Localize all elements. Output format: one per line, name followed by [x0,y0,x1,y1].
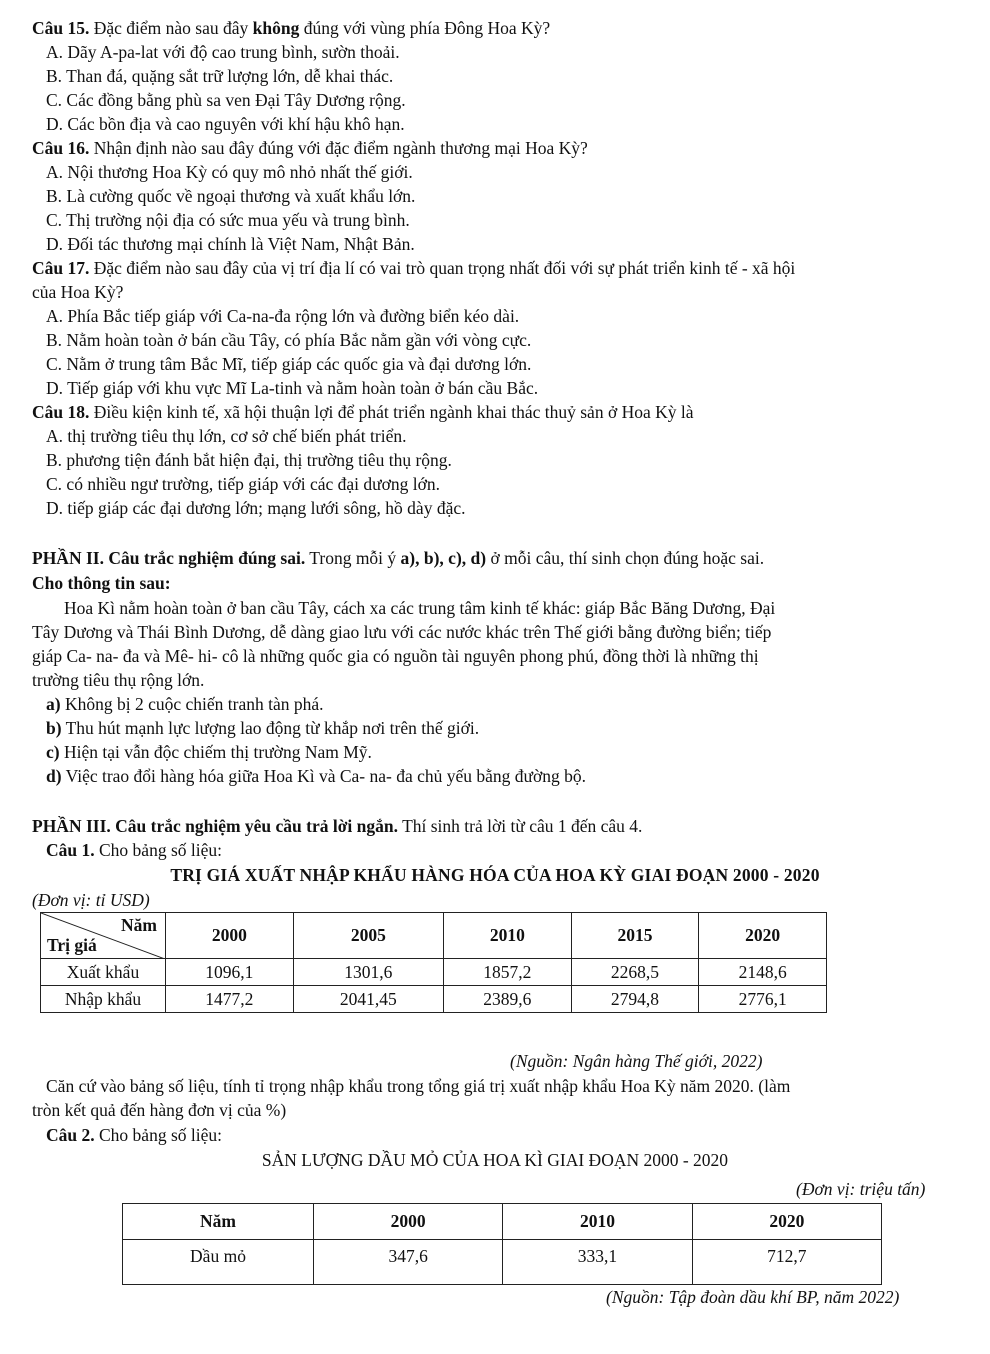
option-a: A. Phía Bắc tiếp giáp với Ca-na-đa rộng lớn và đường biển kéo dài. [46,306,520,326]
statement-c [46,741,372,763]
question-18-stem [32,401,694,423]
row-label: Xuất khẩu [41,959,166,986]
question-17-stem-cont: của Hoa Kỳ? [32,282,124,302]
year-header: 2010 [444,913,572,959]
option-a: A. Dãy A-pa-lat với độ cao trung bình, sườn thoải. [46,42,400,62]
question-number: Câu 15. [32,18,90,38]
table-cell: 1477,2 [166,986,294,1013]
statement-label: b) [46,718,62,738]
part-instructions: ở mỗi câu, thí sinh chọn đúng hoặc sai. [486,548,765,568]
question-number: Câu 17. [32,258,90,278]
question-number: Câu 18. [32,402,90,422]
table-2-unit: (Đơn vị: triệu tấn) [796,1179,926,1199]
part-2-heading [32,547,764,569]
option-d: D. tiếp giáp các đại dương lớn; mạng lưới sông, hồ dày đặc. [46,498,466,518]
option-c: C. có nhiều ngư trường, tiếp giáp với các đại dương lớn. [46,474,441,494]
question-text: Điều kiện kinh tế, xã hội thuận lợi để phát triển ngành khai thác thuỷ sản ở Hoa Kỳ là [89,402,694,422]
question-2-stem [46,1124,222,1146]
header-cell: Năm [123,1204,314,1240]
table-1-source: (Nguồn: Ngân hàng Thế giới, 2022) [510,1051,763,1071]
table-cell: 2041,45 [293,986,443,1013]
table-cell: 712,7 [692,1240,881,1285]
option-c: C. Thị trường nội địa có sức mua yếu và trung bình. [46,210,410,230]
row-label: Dầu mỏ [123,1240,314,1285]
option-c: C. Các đồng bằng phù sa ven Đại Tây Dương rộng. [46,90,406,110]
statement-text: Thu hút mạnh lực lượng lao động từ khắp nơi trên thế giới. [61,718,480,738]
question-emphasis: không [252,18,300,38]
statement-text: Hiện tại vẫn độc chiếm thị trường Nam Mỹ. [59,742,372,762]
question-15-stem [32,17,550,39]
statement-text: Việc trao đổi hàng hóa giữa Hoa Kì và Ca- na- đa chủ yếu bằng đường bộ. [61,766,587,786]
table-cell: 347,6 [314,1240,503,1285]
question-17-stem [32,257,795,279]
statement-label: c) [46,742,60,762]
table-cell: 1857,2 [444,959,572,986]
header-year-label: Năm [121,915,157,935]
table-row [41,959,827,986]
year-header: 2000 [314,1204,503,1240]
statement-d [46,765,586,787]
year-header: 2000 [166,913,294,959]
part-title: PHẦN II. Câu trắc nghiệm đúng sai. [32,548,306,568]
table-cell: 1096,1 [166,959,294,986]
year-header: 2015 [571,913,699,959]
trade-value-table [40,912,827,1013]
table-cell: 2794,8 [571,986,699,1013]
question-number: Câu 2. [46,1125,95,1145]
option-b: B. Nằm hoàn toàn ở bán cầu Tây, có phía Bắc nằm gần với vòng cực. [46,330,532,350]
part-instructions: Thí sinh trả lời từ câu 1 đến câu 4. [398,816,643,836]
option-d: D. Tiếp giáp với khu vực Mĩ La-tinh và nằm hoàn toàn ở bán cầu Bắc. [46,378,539,398]
option-b: B. phương tiện đánh bắt hiện đại, thị trường tiêu thụ rộng. [46,450,452,470]
table-2-title: SẢN LƯỢNG DẦU MỎ CỦA HOA KÌ GIAI ĐOẠN 2000 - 2020 [261,1150,729,1170]
statement-b [46,717,479,739]
statement-label: a) [46,694,61,714]
diagonal-header-cell [41,913,166,959]
info-paragraph: Hoa Kì nằm hoàn toàn ở ban cầu Tây, cách xa các trung tâm kinh tế khác: giáp Bắc Băng Dương, Đại [64,598,776,618]
table-header-row [123,1204,882,1240]
question-text: Cho bảng số liệu: [94,840,222,860]
question-text: Cho bảng số liệu: [94,1125,222,1145]
year-header: 2020 [692,1204,881,1240]
table-1-unit: (Đơn vị: tỉ USD) [32,890,150,910]
question-1-ask-cont: tròn kết quả đến hàng đơn vị của %) [32,1100,287,1120]
table-cell: 2389,6 [444,986,572,1013]
table-cell: 2148,6 [699,959,827,986]
part-title: PHẦN III. Câu trắc nghiệm yêu cầu trả lời ngắn. [32,816,399,836]
question-16-stem [32,137,588,159]
year-header: 2020 [699,913,827,959]
statement-text: Không bị 2 cuộc chiến tranh tàn phá. [60,694,324,714]
oil-output-table [122,1203,882,1285]
year-header: 2010 [503,1204,692,1240]
question-1-stem [46,839,222,861]
question-text: Đặc điểm nào sau đây [89,18,253,38]
info-label: Cho thông tin sau: [32,573,171,593]
question-text: Đặc điểm nào sau đây của vị trí địa lí có vai trò quan trọng nhất đối với sự phát triển kinh tế - xã hội [89,258,796,278]
table-cell: 333,1 [503,1240,692,1285]
option-b: B. Là cường quốc về ngoại thương và xuất khẩu lớn. [46,186,416,206]
statement-label: d) [46,766,62,786]
table-row [123,1240,882,1285]
statement-a [46,693,324,715]
part-3-heading [32,815,642,837]
table-cell: 1301,6 [293,959,443,986]
row-label: Nhập khẩu [41,986,166,1013]
question-number: Câu 1. [46,840,95,860]
table-cell: 2776,1 [699,986,827,1013]
year-header: 2005 [293,913,443,959]
table-1-title: TRỊ GIÁ XUẤT NHẬP KHẨU HÀNG HÓA CỦA HOA KỲ GIAI ĐOẠN 2000 - 2020 [170,865,820,885]
question-text: đúng với vùng phía Đông Hoa Kỳ? [299,18,551,38]
table-2-source: (Nguồn: Tập đoàn dầu khí BP, năm 2022) [606,1287,900,1307]
part-options: a), b), c), d) [400,548,487,568]
info-paragraph: Tây Dương và Thái Bình Dương, dễ dàng giao lưu với các nước khác trên Thế giới bằng đường biển; tiếp [32,622,772,642]
question-text: Nhận định nào sau đây đúng với đặc điểm ngành thương mại Hoa Kỳ? [89,138,588,158]
question-1-ask: Căn cứ vào bảng số liệu, tính tỉ trọng nhập khẩu trong tổng giá trị xuất nhập khẩu Hoa Kỳ năm 2020. (làm [46,1076,791,1096]
option-a: A. thị trường tiêu thụ lớn, cơ sở chế biến phát triển. [46,426,407,446]
table-cell: 2268,5 [571,959,699,986]
table-header-row [41,913,827,959]
info-paragraph: giáp Ca- na- đa và Mê- hi- cô là những quốc gia có nguồn tài nguyên phong phú, đồng thời là những thị [32,646,759,666]
option-c: C. Nằm ở trung tâm Bắc Mĩ, tiếp giáp các quốc gia và đại dương lớn. [46,354,532,374]
question-number: Câu 16. [32,138,90,158]
option-a: A. Nội thương Hoa Kỳ có quy mô nhỏ nhất thế giới. [46,162,413,182]
info-paragraph: trường tiêu thụ rộng lớn. [32,670,205,690]
part-instructions: Trong mỗi ý [305,548,401,568]
option-b: B. Than đá, quặng sắt trữ lượng lớn, dễ khai thác. [46,66,394,86]
option-d: D. Đối tác thương mại chính là Việt Nam, Nhật Bản. [46,234,415,254]
table-row [41,986,827,1013]
header-value-label: Trị giá [47,935,97,955]
option-d: D. Các bồn địa và cao nguyên với khí hậu khô hạn. [46,114,405,134]
